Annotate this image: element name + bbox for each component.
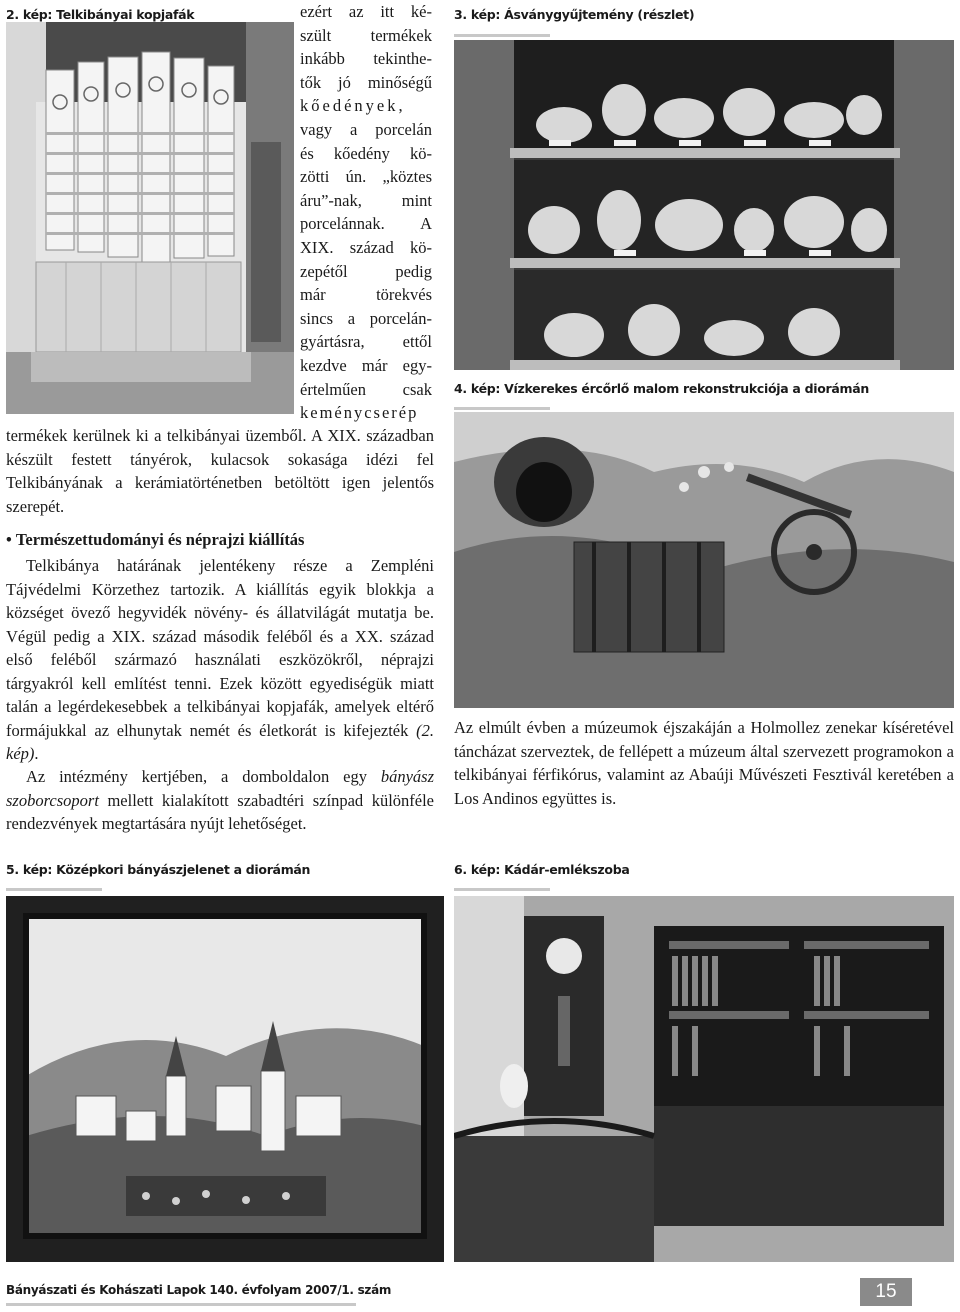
wrap-line: ezért az itt ké- [300,2,432,21]
wrap-line: XIX. század kö- [300,237,432,257]
emphasis-statue: bányász szoborcsoport [6,767,434,810]
wrap-line: zötti ún. „köztes [300,167,432,187]
bullet: • [6,530,12,549]
caption-rule [454,407,550,410]
paragraph-events: Az elmúlt évben a múzeumok éjszakáján a Holmollez zenekar kíséretével táncházat szerveztek, de fellépett a múzeum által szervezett programokon a telkibányai férfikórus, valamint az Abaúji Művészeti Fesztivál keretében a Los Andinos együttes is. [454,718,954,808]
caption-rule [454,34,550,37]
wrap-line: zepétől pedig [300,261,432,281]
photo-kadar-memorial-room [454,896,954,1262]
photo-medieval-mining-diorama [6,896,444,1262]
wrap-line: már törekvés [300,285,432,305]
period: . [34,744,39,763]
section-heading [6,528,434,552]
page-number: 15 [860,1278,912,1306]
wrap-line: porcelánnak. A [300,214,432,234]
footer-rule [6,1303,356,1306]
caption-rule [454,888,550,891]
caption-fig3: 3. kép: Ásványgyűjtemény (részlet) [454,7,695,22]
paragraph-ceramics-end: termékek kerülnek ki a telkibányai üzemből. A XIX. században készült festett tányérok, kulacsok sokasága idézi fel Telkibányának a kerámiatörténetben betöltött igen jelentős szerepét. [6,426,434,516]
wrap-line: sincs a porcelán- [300,308,432,328]
paragraph-garden-text-b: mellett kialakított szabadtéri színpad különféle rendezvények megtartására nyújt lehetőséget. [6,790,435,833]
wrap-line: áru”-nak, mint [300,190,432,210]
caption-rule [6,888,102,891]
wrap-text-block [300,0,432,425]
wrap-line: inkább tekinthe- [300,49,432,69]
wrap-line: értelműen csak [300,379,432,399]
paragraph-exhibition-text: Telkibánya határának jelentékeny része a Zempléni Tájvédelmi Körzethez tartozik. A kiállítás egyik blokkja a községet övező hegyvidék növény- és állatvilágát mutatja be. Végül pedig a XIX. század második feléből és a XX. század első feléből származó használati eszközökről, néprajzi tárgyakról kell említést tenni. Ezek között egyediségük miatt talán a legérdekesebbek a telkibányai kopjafák, amelyek eltérő formájukkal az elhunytak nemét és életkorát is kifejezték [6,556,434,740]
wrap-line: tők jó minőségű [300,72,432,92]
wrap-line: keménycserép [300,403,419,423]
wrap-line: kőedények, [300,96,406,116]
photo-ore-mill-diorama [454,412,954,708]
section-title: Természettudományi és néprajzi kiállítás [15,530,305,549]
caption-fig6: 6. kép: Kádár-emlékszoba [454,862,630,877]
wrap-line: gyártásra, ettől [300,332,432,352]
photo-mineral-collection [454,40,954,370]
caption-fig4: 4. kép: Vízkerekes ércőrlő malom rekonstrukciója a diorámán [454,381,869,396]
caption-fig2: 2. kép: Telkibányai kopjafák [6,7,195,22]
paragraph-garden [6,765,434,836]
wrap-line: és kőedény kö- [300,143,432,163]
footer-publication: Bányászati és Kohászati Lapok 140. évfolyam 2007/1. szám [6,1283,392,1297]
paragraph-garden-text-a: Az intézmény kertjében, a domboldalon egy [26,767,367,786]
wrap-line: szült termékek [300,25,432,45]
wrap-line: vagy a porcelán [300,119,432,139]
paragraph-exhibition [6,554,434,766]
photo-kopjafak [6,22,294,414]
figure-reference: (2. kép) [6,720,434,763]
wrap-line: kezdve már egy- [300,355,432,375]
caption-fig5: 5. kép: Középkori bányászjelenet a diorámán [6,862,311,877]
